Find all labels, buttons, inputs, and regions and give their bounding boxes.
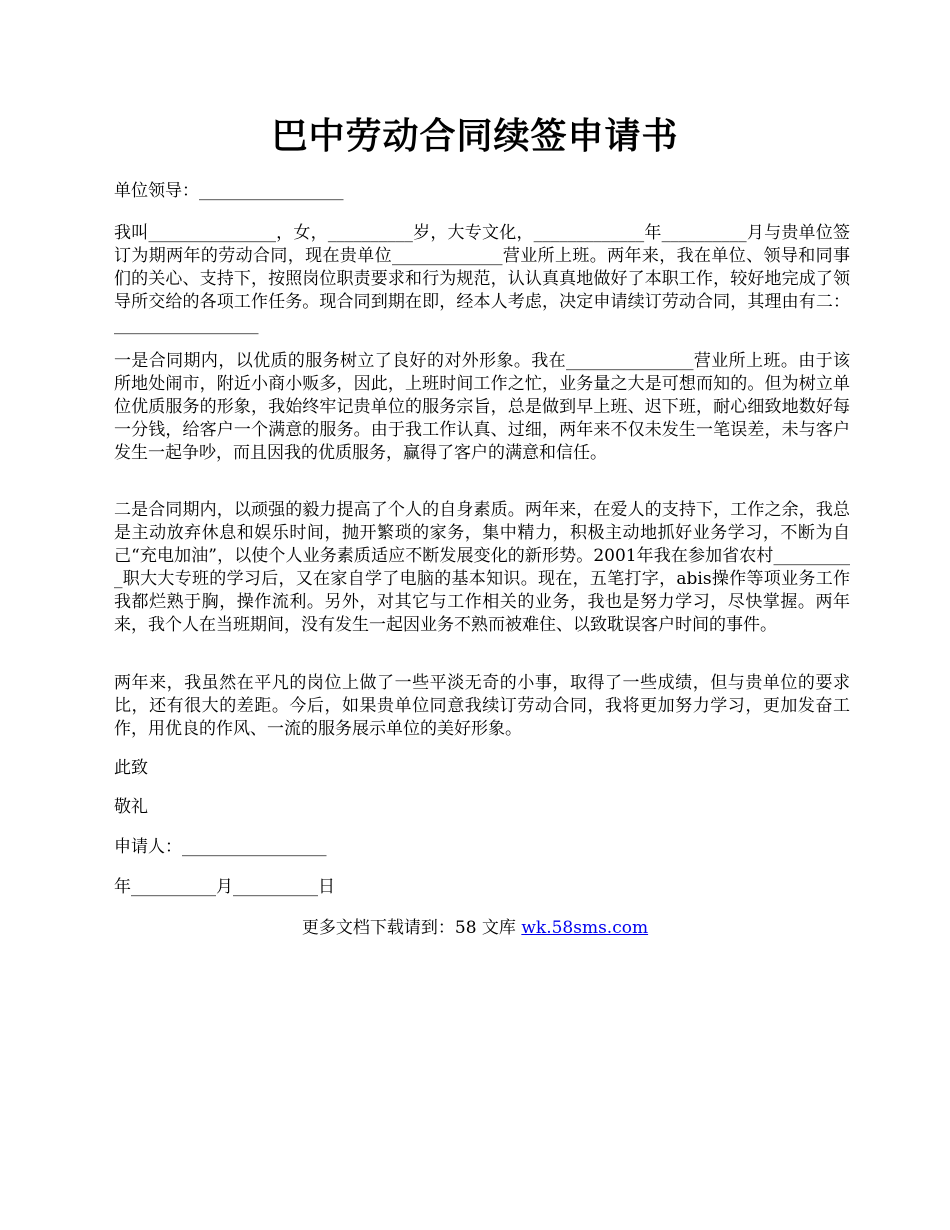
footer-link[interactable]: wk.58sms.com (521, 918, 649, 938)
paragraph-reason-1: 一是合同期内，以优质的服务树立了良好的对外形象。我在_______________营业所上班。由于该所地处闹市，附近小商小贩多，因此，上班时间工作之忙，业务量之大是可想而知的。但为树立单位优质服务的形象，我始终牢记贵单位的服务宗旨，总是做到早上班、迟下班，耐心细致地数好每一分钱，给客户一个满意的服务。由于我工作认真、过细，两年来不仅未发生一笔误差，未与客户发生一起争吵，而且因我的优质服务，赢得了客户的满意和信任。 (114, 351, 850, 463)
paragraph-reason-2: 二是合同期内，以顽强的毅力提高了个人的自身素质。两年来，在爱人的支持下，工作之余，我总是主动放弃休息和娱乐时间，抛开繁琐的家务，集中精力，积极主动地抓好业务学习，不断为自己“充电加油”，以使个人业务素质适应不断发展变化的新形势。2001年我在参加省农村__________职大大专班的学习后，又在家自学了电脑的基本知识。现在，五笔打字，abis操作等项业务工作我都烂熟于胸，操作流利。另外，对其它与工作相关的业务，我也是努力学习，尽快掌握。两年来，我个人在当班期间，没有发生一起因业务不熟而被难住、以致耽误客户时间的事件。 (114, 500, 850, 635)
applicant-line: 申请人：_________________ (114, 837, 327, 857)
closing-jingli: 敬礼 (114, 797, 148, 817)
footer-text: 更多文档下载请到：58 文库 (301, 918, 522, 938)
paragraph-intro: 我叫_______________，女，__________岁，大专文化，_____________年__________月与贵单位签订为期两年的劳动合同，现在贵单位_____________营业所上班。两年来，我在单位、领导和同事们的关心、支持下，按照岗位职责要求和行为规范，认认真真地做好了本职工作，较好地完成了领导所交给的各项工作任务。现合同到期在即，经本人考虑，决定申请续订劳动合同，其理由有二：_________________ (114, 223, 850, 335)
document-title: 巴中劳动合同续签申请书 (271, 115, 679, 157)
closing-cizhi: 此致 (114, 758, 148, 778)
footer (0, 917, 950, 940)
date-line: 年__________月__________日 (114, 877, 335, 897)
salutation: 单位领导：_________________ (114, 181, 344, 201)
paragraph-conclusion: 两年来，我虽然在平凡的岗位上做了一些平淡无奇的小事，取得了一些成绩，但与贵单位的要求比，还有很大的差距。今后，如果贵单位同意我续订劳动合同，我将更加努力学习，更加发奋工作，用优良的作风、一流的服务展示单位的美好形象。 (114, 673, 850, 739)
